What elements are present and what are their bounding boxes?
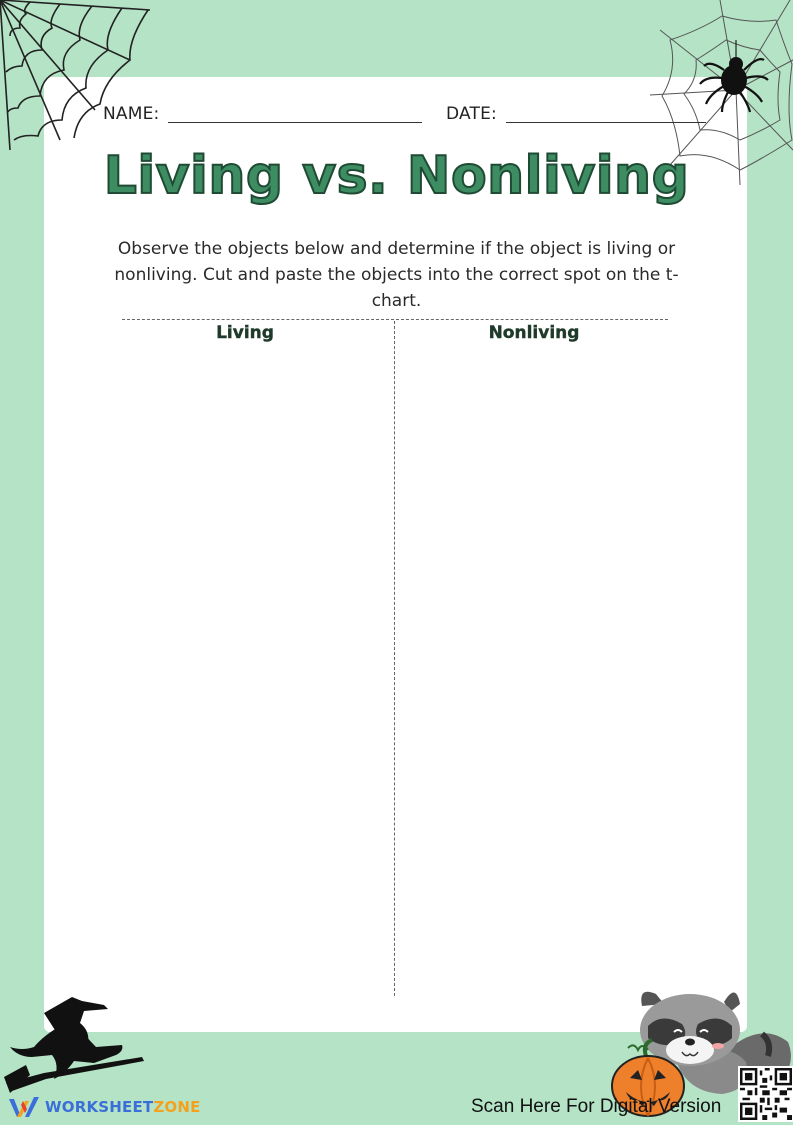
column-header-living: Living — [216, 323, 274, 343]
t-chart-horizontal-line — [122, 319, 668, 320]
brand-text-zone: ZONE — [153, 1098, 201, 1116]
page-title: Living vs. Nonliving — [103, 146, 690, 206]
instructions-text: Observe the objects below and determine if the object is living or nonliving. Cut and paste the objects into the correct spot on the t-chart. — [114, 239, 679, 311]
date-label: DATE: — [446, 104, 497, 124]
spider-web-icon — [0, 0, 160, 150]
nonliving-drop-zone[interactable] — [400, 350, 668, 990]
brand-text-worksheet: WORKSHEET — [45, 1098, 154, 1116]
column-header-nonliving: Nonliving — [488, 323, 580, 343]
scan-instruction-text: Scan Here For Digital Version — [471, 1096, 722, 1117]
name-field[interactable] — [168, 122, 422, 123]
name-label: NAME: — [103, 104, 160, 124]
qr-code-icon[interactable] — [738, 1066, 793, 1122]
date-field[interactable] — [506, 122, 706, 123]
witch-on-broom-icon — [4, 995, 149, 1095]
worksheetzone-logo[interactable] — [8, 1094, 201, 1120]
living-drop-zone[interactable] — [122, 350, 390, 990]
worksheetzone-logo-icon — [8, 1095, 42, 1119]
t-chart-vertical-line — [394, 321, 395, 996]
